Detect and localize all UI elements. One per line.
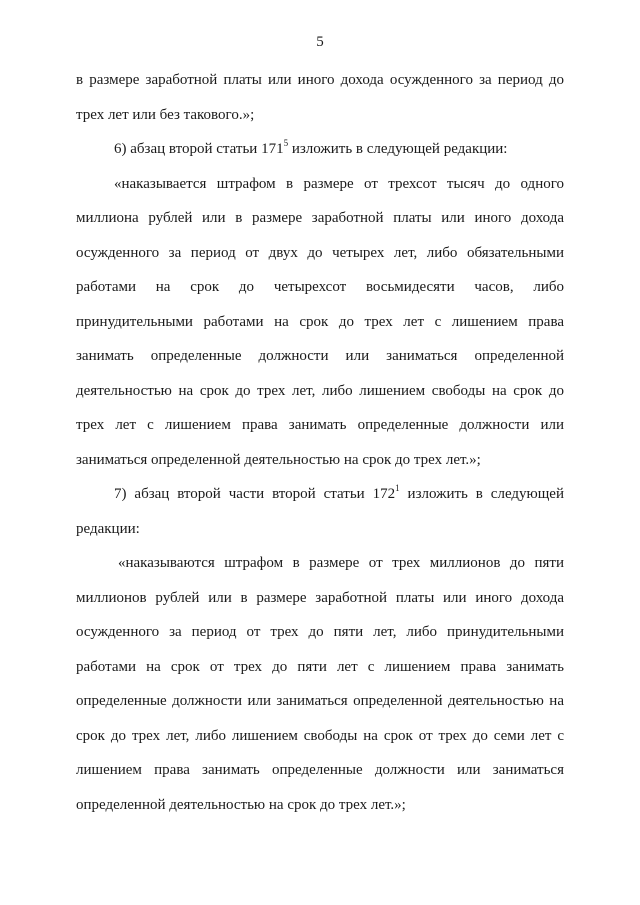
document-body	[76, 63, 564, 822]
item-7-text-end: изложить в следующей редакции:	[76, 486, 564, 537]
paragraph-continuation: в размере заработной платы или иного дохода осужденного за период до трех лет или без такового.»;	[76, 72, 564, 123]
paragraph-item-6	[76, 132, 564, 167]
page-number: 5	[316, 34, 324, 50]
paragraph-item-6-quote: «наказывается штрафом в размере от трехсот тысяч до одного миллиона рублей или в размере заработной платы или иного дохода осужденного за период от двух до четырех лет, либо обязательными работами на срок до четырехсот восьмидесяти часов, либо принудительными работами на срок до трех лет с лишением права занимать определенные должности или заниматься определенной деятельностью на срок до трех лет, либо лишением свободы на срок до трех лет с лишением права занимать определенные должности или заниматься определенной деятельностью на срок до трех лет.»;	[76, 175, 564, 468]
paragraph-item-7	[76, 477, 564, 546]
item-7-superscript: 1	[395, 483, 400, 493]
item-6-text-end: изложить в следующей редакции:	[288, 141, 508, 157]
paragraph-item-7-quote: «наказываются штрафом в размере от трех миллионов до пяти миллионов рублей или в размере заработной платы или иного дохода осужденного за период от трех до пяти лет, либо принудительными работами на срок от трех до пяти лет с лишением права занимать определенные должности или заниматься определенной деятельностью на срок до трех лет, либо лишением свободы на срок от трех до семи лет с лишением права занимать определенные должности или заниматься определенной деятельностью на срок до трех лет.»;	[76, 555, 564, 813]
item-6-superscript: 5	[283, 138, 289, 148]
item-7-text-start: 7) абзац второй части второй статьи 172	[114, 486, 396, 502]
item-6-text-start: 6) абзац второй статьи 171	[114, 141, 284, 157]
